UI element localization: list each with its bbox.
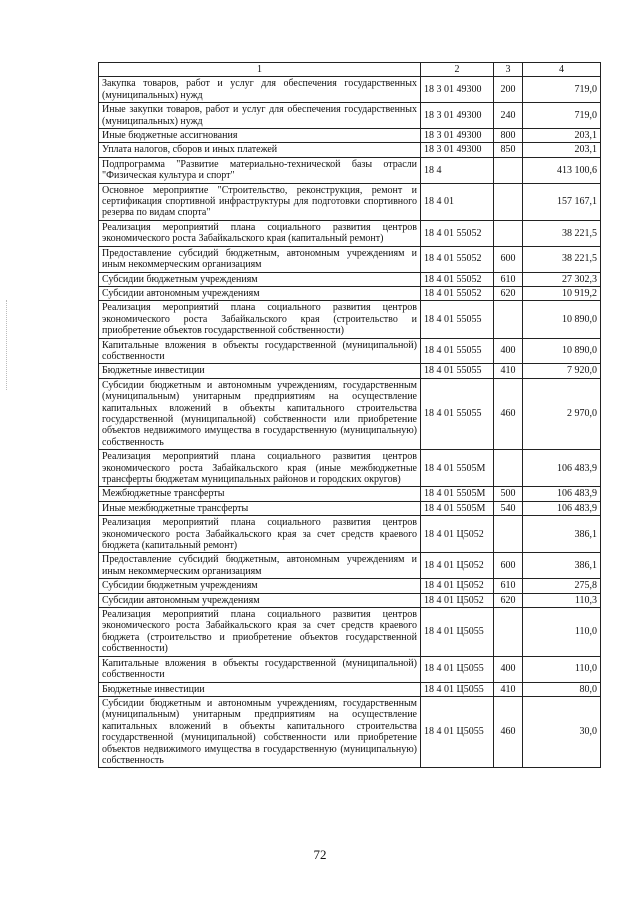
row-code: 18 4 01 5505М (421, 450, 494, 487)
row-name: Капитальные вложения в объекты государственной (муниципальной) собственности (99, 656, 421, 682)
table-row (99, 301, 601, 338)
row-code: 18 4 01 55052 (421, 272, 494, 286)
row-code: 18 4 01 5505М (421, 487, 494, 501)
row-expense-type: 610 (494, 272, 523, 286)
table-row (99, 487, 601, 501)
row-amount: 10 890,0 (523, 338, 601, 364)
row-code: 18 3 01 49300 (421, 129, 494, 143)
row-name: Субсидии автономным учреждениям (99, 593, 421, 607)
row-code: 18 3 01 49300 (421, 103, 494, 129)
row-amount: 7 920,0 (523, 364, 601, 378)
row-expense-type: 400 (494, 656, 523, 682)
header-col-3: 3 (494, 63, 523, 77)
row-expense-type: 240 (494, 103, 523, 129)
row-amount: 110,0 (523, 656, 601, 682)
row-expense-type: 500 (494, 487, 523, 501)
row-amount: 27 302,3 (523, 272, 601, 286)
row-code: 18 3 01 49300 (421, 143, 494, 157)
table-row (99, 378, 601, 449)
row-expense-type: 800 (494, 129, 523, 143)
row-amount: 157 167,1 (523, 183, 601, 220)
row-name: Иные бюджетные ассигнования (99, 129, 421, 143)
row-name: Капитальные вложения в объекты государственной (муниципальной) собственности (99, 338, 421, 364)
row-name: Предоставление субсидий бюджетным, автономным учреждениям и иным некоммерческим организациям (99, 246, 421, 272)
row-amount: 719,0 (523, 103, 601, 129)
row-expense-type: 850 (494, 143, 523, 157)
row-code: 18 4 01 5505М (421, 501, 494, 515)
table-row (99, 516, 601, 553)
table-row (99, 77, 601, 103)
row-code: 18 4 01 55055 (421, 378, 494, 449)
table-row (99, 129, 601, 143)
row-amount: 10 919,2 (523, 286, 601, 300)
row-amount: 386,1 (523, 516, 601, 553)
row-name: Предоставление субсидий бюджетным, автономным учреждениям и иным некоммерческим организациям (99, 553, 421, 579)
row-amount: 110,3 (523, 593, 601, 607)
row-expense-type (494, 220, 523, 246)
row-amount: 413 100,6 (523, 157, 601, 183)
row-amount: 386,1 (523, 553, 601, 579)
table-row (99, 272, 601, 286)
header-col-2: 2 (421, 63, 494, 77)
row-amount: 38 221,5 (523, 220, 601, 246)
row-name: Субсидии бюджетным учреждениям (99, 579, 421, 593)
table-row (99, 183, 601, 220)
table-row (99, 656, 601, 682)
table-row (99, 682, 601, 696)
table-row (99, 593, 601, 607)
table-row (99, 553, 601, 579)
row-name: Реализация мероприятий плана социального развития центров экономического роста Забайкальского края (иные межбюджетные трансферты бюджетам муниципальных районов и городских округов) (99, 450, 421, 487)
row-expense-type: 540 (494, 501, 523, 515)
page-number: 72 (313, 847, 327, 862)
row-expense-type (494, 450, 523, 487)
row-name: Бюджетные инвестиции (99, 364, 421, 378)
budget-table (98, 62, 601, 768)
row-expense-type: 600 (494, 553, 523, 579)
row-expense-type: 460 (494, 696, 523, 767)
row-expense-type (494, 608, 523, 657)
row-amount: 2 970,0 (523, 378, 601, 449)
table-row (99, 103, 601, 129)
row-name: Иные межбюджетные трансферты (99, 501, 421, 515)
row-name: Иные закупки товаров, работ и услуг для обеспечения государственных (муниципальных) нужд (99, 103, 421, 129)
row-code: 18 4 01 55052 (421, 286, 494, 300)
margin-scan-mark (6, 300, 8, 390)
row-amount: 10 890,0 (523, 301, 601, 338)
table-row (99, 338, 601, 364)
row-amount: 106 483,9 (523, 501, 601, 515)
row-code: 18 4 01 Ц5052 (421, 516, 494, 553)
row-code: 18 4 01 55052 (421, 220, 494, 246)
row-code: 18 4 01 55055 (421, 364, 494, 378)
row-code: 18 4 (421, 157, 494, 183)
row-name: Межбюджетные трансферты (99, 487, 421, 501)
row-expense-type (494, 183, 523, 220)
table-row (99, 608, 601, 657)
row-code: 18 4 01 Ц5052 (421, 553, 494, 579)
row-name: Основное мероприятие "Строительство, реконструкция, ремонт и сертификация спортивной инфраструктуры для подготовки спортивного резерва по видам спорта" (99, 183, 421, 220)
row-amount: 275,8 (523, 579, 601, 593)
table-row (99, 501, 601, 515)
table-row (99, 579, 601, 593)
row-expense-type: 400 (494, 338, 523, 364)
row-code: 18 4 01 Ц5052 (421, 579, 494, 593)
row-name: Реализация мероприятий плана социального развития центров экономического роста Забайкальского края за счет средств краевого бюджета (капитальный ремонт) (99, 516, 421, 553)
row-amount: 80,0 (523, 682, 601, 696)
row-code: 18 4 01 Ц5055 (421, 608, 494, 657)
row-expense-type: 410 (494, 682, 523, 696)
row-expense-type: 620 (494, 593, 523, 607)
row-name: Подпрограмма "Развитие материально-технической базы отрасли "Физическая культура и спорт" (99, 157, 421, 183)
row-expense-type (494, 157, 523, 183)
row-amount: 38 221,5 (523, 246, 601, 272)
row-code: 18 3 01 49300 (421, 77, 494, 103)
row-amount: 106 483,9 (523, 450, 601, 487)
row-expense-type: 460 (494, 378, 523, 449)
row-expense-type: 410 (494, 364, 523, 378)
row-code: 18 4 01 Ц5052 (421, 593, 494, 607)
table-body (99, 77, 601, 768)
table-row (99, 157, 601, 183)
row-code: 18 4 01 Ц5055 (421, 696, 494, 767)
row-expense-type (494, 516, 523, 553)
row-code: 18 4 01 55055 (421, 338, 494, 364)
row-name: Реализация мероприятий плана социального развития центров экономического роста Забайкальского края (строительство и приобретение объектов государственной собственности) (99, 301, 421, 338)
row-amount: 203,1 (523, 143, 601, 157)
row-name: Реализация мероприятий плана социального развития центров экономического роста Забайкальского края (капитальный ремонт) (99, 220, 421, 246)
row-code: 18 4 01 Ц5055 (421, 682, 494, 696)
row-expense-type: 600 (494, 246, 523, 272)
header-col-1: 1 (99, 63, 421, 77)
row-expense-type: 620 (494, 286, 523, 300)
row-expense-type (494, 301, 523, 338)
table-row (99, 696, 601, 767)
row-amount: 30,0 (523, 696, 601, 767)
row-expense-type: 200 (494, 77, 523, 103)
row-name: Субсидии автономным учреждениям (99, 286, 421, 300)
row-amount: 203,1 (523, 129, 601, 143)
row-code: 18 4 01 55055 (421, 301, 494, 338)
table-row (99, 364, 601, 378)
row-name: Реализация мероприятий плана социального развития центров экономического роста Забайкальского края за счет средств краевого бюджета (строительство и приобретение объектов государственной собственности) (99, 608, 421, 657)
row-name: Субсидии бюджетным и автономным учреждениям, государственным (муниципальным) унитарным предприятиям на осуществление капитальных вложений в объекты капитального строительства государственной (муниципальной) собственности или приобретение объектов недвижимого имущества в государственную (муниципальную) собственность (99, 696, 421, 767)
row-name: Бюджетные инвестиции (99, 682, 421, 696)
row-expense-type: 610 (494, 579, 523, 593)
row-amount: 719,0 (523, 77, 601, 103)
row-code: 18 4 01 Ц5055 (421, 656, 494, 682)
table-row (99, 450, 601, 487)
row-code: 18 4 01 (421, 183, 494, 220)
row-name: Субсидии бюджетным учреждениям (99, 272, 421, 286)
row-code: 18 4 01 55052 (421, 246, 494, 272)
table-row (99, 220, 601, 246)
table-row (99, 143, 601, 157)
table-header-row (99, 63, 601, 77)
table-row (99, 246, 601, 272)
table-row (99, 286, 601, 300)
row-name: Закупка товаров, работ и услуг для обеспечения государственных (муниципальных) нужд (99, 77, 421, 103)
row-amount: 110,0 (523, 608, 601, 657)
row-name: Субсидии бюджетным и автономным учреждениям, государственным (муниципальным) унитарным предприятиям на осуществление капитальных вложений в объекты капитального строительства государственной (муниципальной) собственности или приобретение объектов недвижимого имущества в государственную (муниципальную) собственность (99, 378, 421, 449)
header-col-4: 4 (523, 63, 601, 77)
row-name: Уплата налогов, сборов и иных платежей (99, 143, 421, 157)
row-amount: 106 483,9 (523, 487, 601, 501)
